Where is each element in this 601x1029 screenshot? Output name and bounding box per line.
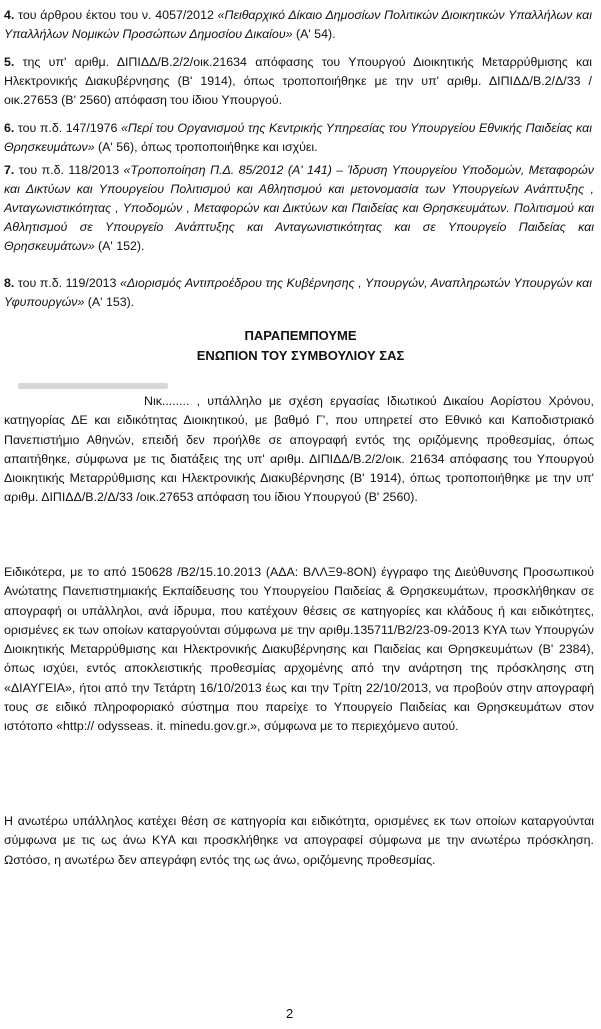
item-number: 5. [4, 55, 15, 69]
paragraph-conclusion [4, 812, 594, 870]
item-8 [4, 274, 592, 312]
paragraph-referral [4, 392, 594, 508]
item-number: 4. [4, 8, 15, 22]
item-text: του π.δ. 119/2013 [17, 276, 120, 290]
item-ref: (Α' 153). [84, 295, 135, 309]
paragraph-referral-text: Νικ........ , υπάλληλο με σχέση εργασίας Ιδιωτικού Δικαίου Αορίστου Χρόνου, κατηγορίας ΔΕ και ειδικότητας Διοικητικού, με βαθμό Γ', που υπηρετεί στο Εθνικό και Καποδιστριακό Πανεπιστήμιο Αθηνών, επειδή δεν προήλθε σε απογραφή εντός της οριζόμενης προθεσμίας, όπως απαιτήθηκε, σύμφωνα με τις διατάξεις της υπ' αριθμ. ΔΙΠΙΔΔ/Β.2/2/οικ. 21634 απόφασης του Υπουργού Διοικητικής Μεταρρύθμισης και Ηλεκτρονικής Διακυβέρνησης (Β' 1914), όπως τροποποιήθηκε με την υπ' αριθμ. ΔΙΠΙΔΔ/Β.2/Δ/33 /οικ.27653 απόφαση του ίδιου Υπουργού (Β' 2560). [4, 394, 594, 505]
paragraph-details [4, 563, 594, 737]
item-title: «Πειθαρχικό Δίκαιο Δημοσίων Πολιτικών Διοικητικών Υπαλλήλων και Υπαλλήλων Νομικών Προσώπων Δημοσίου Δικαίου» [4, 8, 593, 41]
item-title: «Διορισμός Αντιπροέδρου της Κυβέρνησης , Υπουργών, Αναπληρωτών Υπουργών και Υφυπουργών» [4, 276, 592, 309]
item-7 [4, 161, 594, 256]
item-text: της υπ' αριθμ. ΔΙΠΙΔΔ/Β.2/2/οικ.21634 απόφασης του Υπουργού Διοικητικής Μεταρρύθμισης και Ηλεκτρονικής Διακυβέρνησης (Β' 1914), όπως τροποποιήθηκε με την υπ' αριθμ. ΔΙΠΙΔΔ/Β.2/Δ/33 /οικ.27653 (Β' 2560) απόφαση του ίδιου Υπουργού. [4, 55, 592, 107]
item-title: «Τροποποίηση Π.Δ. 85/2012 (Α' 141) – Ίδρυση Υπουργείου Υποδομών, Μεταφορών και Δικτύων και Υπουργείου Πολιτισμού και Αθλητισμού και μετονομασία των Υπουργείων Ανάπτυξης , Ανταγωνιστικότητας , Υποδομών , Μεταφορών και Δικτύων και Παιδείας και Θρησκευμάτων. Πολιτισμού και Αθλητισμού σε Υπουργείο Ανάπτυξης και Ανταγωνιστικότητας και σε Υπουργείο Παιδείας και Θρησκευμάτων» [4, 163, 594, 253]
redaction-mark [18, 383, 168, 389]
item-ref: (Α' 56), όπως τροποποιήθηκε και ισχύει. [94, 140, 318, 154]
heading-before-council: ΕΝΩΠΙΟΝ ΤΟΥ ΣΥΜΒΟΥΛΙΟΥ ΣΑΣ [196, 348, 405, 363]
item-text: του π.δ. 147/1976 [17, 121, 121, 135]
item-number: 8. [4, 276, 15, 290]
paragraph-conclusion-text: Η ανωτέρω υπάλληλος κατέχει θέση σε κατηγορία και ειδικότητα, ορισμένες εκ των οποίων καταργούνται σύμφωνα με τις ως άνω ΚΥΑ και προσκλήθηκε να απογραφεί σύμφωνα με την ανωτέρω πρόσκληση. Ωστόσο, η ανωτέρω δεν απεγράφη εντός της ως άνω, οριζόμενης προθεσμίας. [4, 814, 594, 867]
item-4 [4, 6, 592, 44]
item-text: του άρθρου έκτου του ν. 4057/2012 [18, 8, 218, 22]
heading-refer: ΠΑΡΑΠΕΜΠΟΥΜΕ [244, 328, 357, 343]
item-ref: (Α' 152). [94, 239, 145, 253]
item-number: 7. [4, 163, 15, 177]
item-text: του π.δ. 118/2013 [18, 163, 124, 177]
page-number: 2 [286, 1006, 294, 1021]
paragraph-details-text: Ειδικότερα, με το από 150628 /Β2/15.10.2013 (ΑΔΑ: ΒΛΛΞ9-8ΟΝ) έγγραφο της Διεύθυνσης Προσωπικού Ανώτατης Πανεπιστημιακής Εκπαίδευσης του Υπουργείου Παιδείας & Θρησκευμάτων, προσκλήθηκαν σε απογραφή οι υπάλληλοι, ανά ίδρυμα, που κατέχουν θέσεις σε κατηγορίες και κλάδους ή και ειδικότητες, ορισμένες εκ των οποίων καταργούνται σύμφωνα με την αριθμ.135711/Β2/23-09-2013 ΚΥΑ των Υπουργών Διοικητικής Μεταρρύθμισης και Ηλεκτρονικής Διακυβέρνησης και Παιδείας και Θρησκευμάτων (Β' 2384), όπως ισχύει, εντός αποκλειστικής προθεσμίας αρχομένης από την ανάρτηση της πρόσκλησης στη «ΔΙΑΥΓΕΙΑ», ήτοι από την Τετάρτη 16/10/2013 έως και την Τρίτη 22/10/2013, να προβούν στην απογραφή τους σε ειδικό πληροφοριακό σύστημα που παρείχε το Υπουργείο Παιδείας και Θρησκευμάτων στον ιστότοπο «http:// odysseas. it. minedu.gov.gr.», σύμφωνα με το περιεχόμενο αυτού. [4, 565, 594, 734]
item-number: 6. [4, 121, 15, 135]
item-ref: (Α' 54). [292, 27, 336, 41]
item-6 [4, 119, 592, 157]
item-title: «Περί του Οργανισμού της Κεντρικής Υπηρεσίας του Υπουργείου Εθνικής Παιδείας και Θρησκευμάτων» [4, 121, 592, 154]
item-5 [4, 53, 592, 110]
